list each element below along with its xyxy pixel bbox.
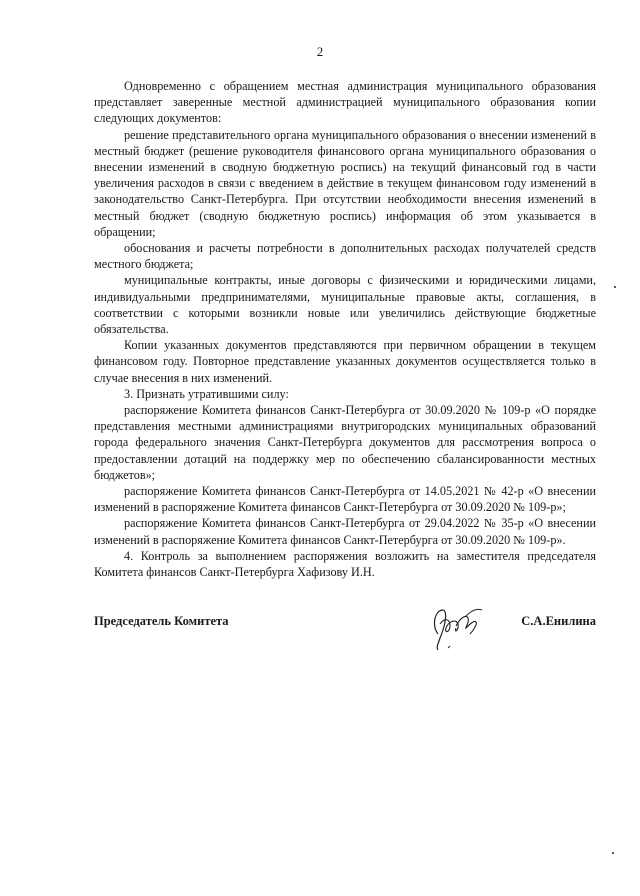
paragraph-item-3: 3. Признать утратившими силу:: [124, 386, 289, 401]
signature-block: [94, 604, 596, 654]
scan-speck: [614, 286, 616, 288]
paragraph-intro: Одновременно с обращением местная администрация муниципального образования представляет заверенные местной администрацией муниципального образования копии следующих документов:: [94, 79, 596, 126]
paragraph-item-4: 4. Контроль за выполнением распоряжения возложить на заместителя председателя Комитета финансов Санкт-Петербурга Хафизову И.Н.: [94, 548, 596, 580]
scan-speck: [612, 852, 614, 854]
document-body: [94, 78, 596, 580]
signatory-name: С.А.Енилина: [521, 614, 596, 628]
paragraph-justification: обоснования и расчеты потребности в дополнительных расходах получателей средств местного бюджета;: [94, 241, 596, 272]
handwritten-signature: [426, 604, 486, 652]
page-number: 2: [316, 44, 324, 59]
signatory-title: Председатель Комитета: [94, 614, 229, 628]
paragraph-order-109: распоряжение Комитета финансов Санкт-Петербурга от 30.09.2020 № 109-р «О порядке представления местными администрациями внутригородских муниципальных образований города федерального значения Санкт-Петербурга документов для рассмотрения вопроса о предоставлении дотаций на поддержку мер по обеспечению сбалансированности местных бюджетов»;: [94, 403, 596, 482]
paragraph-contracts: муниципальные контракты, иные договоры с физическими и юридическими лицами, индивидуальными предпринимателями, муниципальные правовые акты, соглашения, в соответствии с которыми возникли новые или увеличились действующие бюджетные обязательства.: [94, 273, 596, 337]
paragraph-decision: решение представительного органа муниципального образования о внесении изменений в местный бюджет (решение руководителя финансового органа муниципального образования о внесении изменений в сводную бюджетную роспись) на текущий финансовый год в части увеличения расходов в связи с введением в действие в текущем финансовом году изменений в законодательство Санкт-Петербурга. При отсутствии необходимости внесения изменений в местный бюджет (сводную бюджетную роспись) информация об этом указывается в обращении;: [94, 127, 596, 239]
paragraph-order-42: распоряжение Комитета финансов Санкт-Петербурга от 14.05.2021 № 42-р «О внесении изменений в распоряжение Комитета финансов Санкт-Петербурга от 30.09.2020 № 109-р»;: [94, 484, 596, 515]
paragraph-order-35: распоряжение Комитета финансов Санкт-Петербурга от 29.04.2022 № 35-р «О внесении изменений в распоряжение Комитета финансов Санкт-Петербурга от 30.09.2020 № 109-р».: [94, 516, 596, 547]
paragraph-copies: Копии указанных документов представляются при первичном обращении в текущем финансовом году. Повторное представление указанных документов осуществляется только в случае внесения в них изменений.: [94, 338, 596, 385]
